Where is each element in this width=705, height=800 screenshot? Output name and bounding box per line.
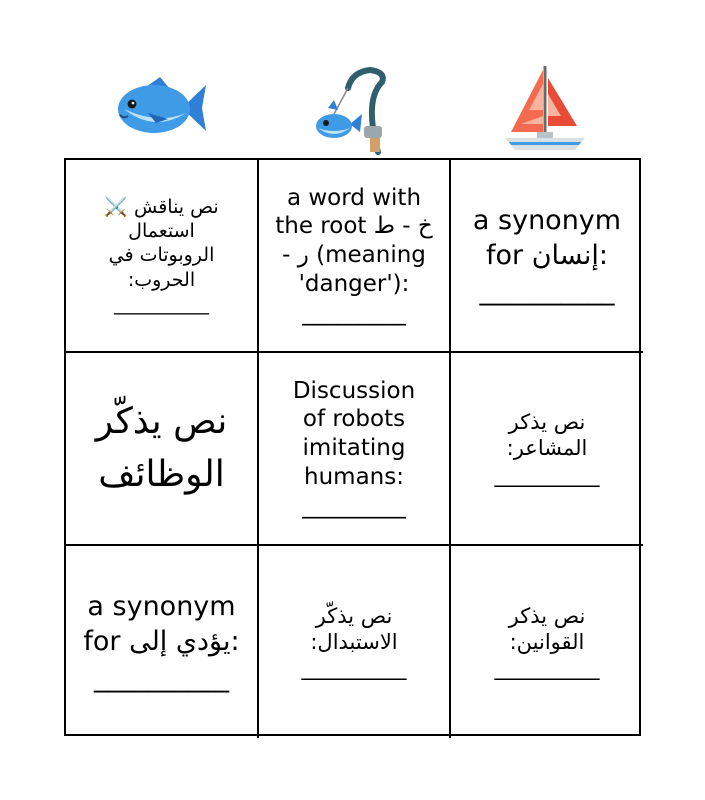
cell-text: a synonym for يؤدي إلى: __________ [83, 591, 240, 693]
cell-text: نص يذكر المشاعر: __________ [494, 410, 600, 487]
fishing-pole-icon [256, 58, 448, 158]
cell-text: a synonym for إنسان: __________ [472, 204, 622, 307]
cell-text: نص يذكر القوانين: __________ [494, 603, 600, 681]
bingo-cell-1[interactable] [66, 160, 259, 353]
bingo-grid [64, 158, 641, 736]
cell-text: نص يذكّر الاستبدال: __________ [301, 603, 407, 681]
bingo-cell-4[interactable] [66, 353, 259, 546]
bingo-cell-7[interactable] [66, 546, 259, 738]
header-icons [64, 58, 641, 158]
bingo-cell-9[interactable] [451, 546, 643, 738]
sailboat-icon [448, 58, 640, 158]
bingo-cell-8[interactable] [259, 546, 451, 738]
bingo-cell-2[interactable] [259, 160, 451, 353]
cell-text: Discussion of robots imitating humans: _________ [292, 377, 416, 519]
cell-text: نص يذكّر الوظائف [95, 401, 228, 495]
cell-text: نص يناقش ⚔️ استعمال الروبوتات في الحروب: __________ [104, 196, 219, 315]
bingo-cell-6[interactable] [451, 353, 643, 546]
cell-text: a word with the root خ - ط - ر (meaning 'danger'): _________ [275, 184, 433, 326]
bingo-cell-3[interactable] [451, 160, 643, 353]
bingo-cell-5[interactable] [259, 353, 451, 546]
fish-icon [64, 58, 256, 158]
